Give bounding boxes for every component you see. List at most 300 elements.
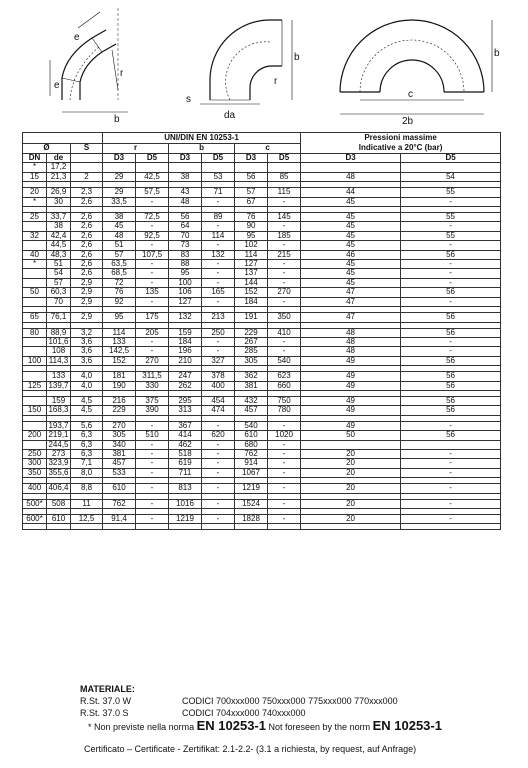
table-cell: 270 — [136, 356, 169, 365]
table-cell: 88,9 — [47, 328, 71, 337]
table-cell — [23, 337, 47, 346]
table-cell: 4,0 — [71, 372, 103, 381]
table-cell: 49 — [301, 396, 401, 405]
table-cell: 127 — [235, 260, 268, 269]
table-cell: 159 — [169, 328, 202, 337]
table-cell — [23, 440, 47, 449]
table-cell: 150 — [23, 406, 47, 415]
fig1-label-e-top: e — [74, 32, 80, 43]
table-cell: 44 — [301, 188, 401, 197]
table-cell: 17,2 — [47, 163, 71, 172]
table-cell: 508 — [47, 499, 71, 508]
table-cell: 76,1 — [47, 313, 71, 322]
table-cell: * — [23, 260, 47, 269]
table-cell: * — [23, 197, 47, 206]
table-cell: - — [136, 347, 169, 356]
table-cell: - — [401, 222, 501, 231]
fig2-label-da: da — [224, 110, 236, 121]
table-cell: 107,5 — [136, 250, 169, 259]
material-2: R.St. 37.0 S — [80, 708, 129, 718]
table-cell: - — [268, 269, 301, 278]
table-cell: 4,5 — [71, 396, 103, 405]
table-cell: 47 — [301, 297, 401, 306]
table-cell: 152 — [235, 288, 268, 297]
table-cell — [235, 524, 268, 530]
table-cell: 285 — [235, 347, 268, 356]
table-cell: 191 — [235, 313, 268, 322]
table-cell: 60,3 — [47, 288, 71, 297]
table-cell: 33,5 — [103, 197, 136, 206]
table-cell: - — [202, 421, 235, 430]
table-cell: 92,5 — [136, 231, 169, 240]
table-cell: 267 — [235, 337, 268, 346]
table-cell: - — [268, 459, 301, 468]
table-cell: 48 — [169, 197, 202, 206]
table-cell: 55 — [401, 188, 501, 197]
table-row — [23, 241, 501, 250]
table-cell: 229 — [103, 406, 136, 415]
table-cell: - — [268, 197, 301, 206]
elbow-diagrams — [0, 0, 528, 128]
table-cell: 114 — [202, 231, 235, 240]
table-cell: 63,5 — [103, 260, 136, 269]
table-cell: 45 — [301, 260, 401, 269]
table-cell: 135 — [136, 288, 169, 297]
subheader-p-d3: D3 — [301, 154, 401, 163]
table-cell: 29 — [103, 172, 136, 181]
subheader-de: de — [47, 154, 71, 163]
table-cell: 2,6 — [71, 260, 103, 269]
table-cell: 45 — [301, 222, 401, 231]
table-cell: 50 — [301, 431, 401, 440]
table-row — [23, 250, 501, 259]
table-cell: 400 — [23, 484, 47, 493]
table-row — [23, 459, 501, 468]
table-cell: - — [268, 499, 301, 508]
table-cell: 56 — [401, 406, 501, 415]
table-cell: 47 — [301, 313, 401, 322]
table-cell: - — [136, 484, 169, 493]
table-cell: - — [401, 468, 501, 477]
table-cell — [103, 524, 136, 530]
table-cell: 350 — [268, 313, 301, 322]
table-cell: 518 — [169, 449, 202, 458]
table-cell — [71, 524, 103, 530]
table-row — [23, 440, 501, 449]
table-cell: 142,5 — [103, 347, 136, 356]
table-cell: 711 — [169, 468, 202, 477]
header-diameter: Ø — [23, 143, 71, 154]
certificate-line: Certificato – Certificate - Zertifikat: 2.1-2.2- (3.1 a richiesta, by request, auf Anfrage) — [84, 744, 417, 754]
table-cell: - — [401, 197, 501, 206]
table-cell: - — [136, 241, 169, 250]
table-cell: 30 — [47, 197, 71, 206]
table-cell: 610 — [235, 431, 268, 440]
table-cell: 53 — [202, 172, 235, 181]
table-cell — [136, 163, 169, 172]
table-cell: 72,5 — [136, 213, 169, 222]
table-cell: 270 — [268, 288, 301, 297]
table-cell: - — [202, 222, 235, 231]
table-cell: 305 — [103, 431, 136, 440]
table-row — [23, 297, 501, 306]
table-cell — [301, 524, 401, 530]
table-cell: - — [202, 484, 235, 493]
table-cell — [103, 163, 136, 172]
table-cell: 95 — [169, 269, 202, 278]
table-cell: 300 — [23, 459, 47, 468]
table-cell: - — [202, 197, 235, 206]
table-cell: 48 — [301, 328, 401, 337]
table-cell: - — [136, 440, 169, 449]
table-cell: 20 — [301, 449, 401, 458]
table-cell: 2,9 — [71, 313, 103, 322]
table-cell: - — [136, 337, 169, 346]
fig2-label-b: b — [294, 52, 300, 63]
table-cell: 457 — [103, 459, 136, 468]
table-cell — [23, 524, 47, 530]
table-cell: - — [401, 421, 501, 430]
table-cell: - — [136, 197, 169, 206]
footnote-star: * — [88, 722, 92, 732]
table-cell: - — [268, 484, 301, 493]
table-cell: 400 — [202, 381, 235, 390]
table-cell: 70 — [169, 231, 202, 240]
table-row — [23, 449, 501, 458]
table-cell: 54 — [47, 269, 71, 278]
table-cell: - — [268, 515, 301, 524]
footnote-it: Non previste nella norma — [94, 722, 195, 732]
subheader-c-d3: D3 — [235, 154, 268, 163]
table-cell: 200 — [23, 431, 47, 440]
table-cell: 56 — [401, 431, 501, 440]
table-cell: 2,6 — [71, 213, 103, 222]
table-cell: - — [136, 222, 169, 231]
table-row — [23, 468, 501, 477]
table-row — [23, 278, 501, 287]
table-cell: 25 — [23, 213, 47, 222]
table-row — [23, 313, 501, 322]
table-cell: 462 — [169, 440, 202, 449]
table-cell: 813 — [169, 484, 202, 493]
table-cell: 57 — [103, 250, 136, 259]
table-cell: 205 — [136, 328, 169, 337]
table-cell: 7,1 — [71, 459, 103, 468]
table-cell — [268, 163, 301, 172]
fig3-label-b: b — [494, 48, 500, 59]
table-cell: 56 — [401, 372, 501, 381]
table-cell: 26,9 — [47, 188, 71, 197]
table-cell — [202, 163, 235, 172]
table-cell: - — [268, 440, 301, 449]
table-cell: 57 — [47, 278, 71, 287]
table-cell — [23, 241, 47, 250]
table-cell: - — [202, 499, 235, 508]
table-cell: 247 — [169, 372, 202, 381]
table-cell: 406,4 — [48, 483, 69, 493]
table-cell — [23, 278, 47, 287]
table-cell: 185 — [268, 231, 301, 240]
table-cell: 133 — [103, 337, 136, 346]
table-cell: 2,9 — [71, 288, 103, 297]
table-cell: 32 — [23, 231, 47, 240]
table-cell: 3,6 — [71, 337, 103, 346]
table-cell: 38 — [169, 172, 202, 181]
table-row — [23, 328, 501, 337]
table-cell: 414 — [169, 431, 202, 440]
table-cell — [23, 297, 47, 306]
table-cell: 196 — [169, 347, 202, 356]
table-cell: 57 — [235, 188, 268, 197]
table-cell: 42,5 — [136, 172, 169, 181]
table-cell: - — [202, 337, 235, 346]
table-cell — [169, 163, 202, 172]
table-cell: 127 — [169, 297, 202, 306]
table-row — [23, 260, 501, 269]
table-row — [23, 372, 501, 381]
table-cell: 215 — [268, 250, 301, 259]
table-cell: - — [202, 459, 235, 468]
table-cell: - — [136, 468, 169, 477]
table-cell: 42,4 — [47, 231, 71, 240]
table-cell: 340 — [103, 440, 136, 449]
table-cell: 50 — [23, 288, 47, 297]
table-cell: - — [401, 337, 501, 346]
table-cell: - — [401, 449, 501, 458]
table-cell: 40 — [23, 250, 47, 259]
fig2-label-r: r — [274, 76, 278, 87]
table-cell: 175 — [136, 313, 169, 322]
table-cell: - — [202, 468, 235, 477]
table-cell: 49 — [301, 372, 401, 381]
table-cell: 619 — [169, 459, 202, 468]
table-cell: 3,6 — [71, 356, 103, 365]
table-cell: 2,6 — [71, 197, 103, 206]
table-cell — [401, 524, 501, 530]
table-cell: 6,3 — [71, 440, 103, 449]
table-cell: 4,0 — [71, 381, 103, 390]
subheader-r-d5: D5 — [136, 154, 169, 163]
table-row — [23, 431, 501, 440]
table-cell: 914 — [235, 459, 268, 468]
table-cell — [23, 372, 47, 381]
table-row — [23, 231, 501, 240]
table-cell: 132 — [169, 313, 202, 322]
table-cell: 181 — [103, 372, 136, 381]
table-cell: 2 — [71, 172, 103, 181]
table-cell: 381 — [103, 449, 136, 458]
table-cell: - — [202, 241, 235, 250]
fig3-label-c: c — [408, 89, 413, 100]
table-cell: 45 — [301, 278, 401, 287]
table-cell: - — [202, 440, 235, 449]
table-cell: - — [401, 269, 501, 278]
subheader-c-d5: D5 — [268, 154, 301, 163]
table-cell: 2,6 — [71, 269, 103, 278]
header-thickness: S — [71, 143, 103, 154]
table-cell: 244,5 — [48, 440, 69, 449]
table-cell: 76 — [235, 213, 268, 222]
table-cell: 216 — [103, 396, 136, 405]
table-cell: 2,6 — [71, 231, 103, 240]
table-cell: 193,7 — [48, 421, 69, 430]
table-cell: 474 — [202, 406, 235, 415]
table-cell: 20 — [301, 484, 401, 493]
table-cell: 311,5 — [136, 372, 169, 381]
table-cell: - — [202, 269, 235, 278]
table-cell: - — [401, 297, 501, 306]
table-row — [23, 337, 501, 346]
material-2-codes: CODICI 704xxx000 740xxx000 — [182, 708, 306, 718]
subheader-r-d3: D3 — [103, 154, 136, 163]
table-cell: 762 — [103, 499, 136, 508]
table-cell: 48 — [103, 231, 136, 240]
table-cell: 20 — [23, 188, 47, 197]
table-cell: 15 — [23, 172, 47, 181]
table-cell: 44,5 — [47, 241, 71, 250]
footnote — [88, 718, 442, 733]
table-row — [23, 381, 501, 390]
table-cell: 46 — [301, 250, 401, 259]
elbow-45-figure — [50, 8, 128, 112]
table-cell: 95 — [103, 313, 136, 322]
material-1-codes: CODICI 700xxx000 750xxx000 775xxx000 770xxx000 — [182, 696, 398, 706]
table-cell: 51 — [103, 241, 136, 250]
table-cell: - — [401, 347, 501, 356]
table-cell: 660 — [268, 381, 301, 390]
table-cell: 1219 — [169, 515, 202, 524]
table-cell: - — [401, 278, 501, 287]
table-cell: 101,6 — [48, 337, 69, 346]
table-cell: 56 — [401, 328, 501, 337]
table-cell: 378 — [202, 372, 235, 381]
table-row — [23, 172, 501, 181]
table-cell: 85 — [268, 172, 301, 181]
table-cell: 350 — [23, 468, 47, 477]
table-row — [23, 197, 501, 206]
table-cell: 323,9 — [48, 458, 69, 468]
table-cell — [401, 440, 501, 449]
table-cell: 20 — [301, 499, 401, 508]
fig3-label-2b: 2b — [402, 116, 414, 127]
table-cell: 76 — [103, 288, 136, 297]
table-cell: - — [401, 241, 501, 250]
subheader-b-d3: D3 — [169, 154, 202, 163]
table-cell: 327 — [202, 356, 235, 365]
table-cell: - — [202, 449, 235, 458]
table-cell: 510 — [136, 431, 169, 440]
table-cell: 432 — [235, 396, 268, 405]
table-cell — [401, 163, 501, 172]
table-row — [23, 484, 501, 493]
table-cell: 115 — [268, 188, 301, 197]
table-cell: - — [202, 260, 235, 269]
table-cell: - — [401, 484, 501, 493]
table-cell — [169, 524, 202, 530]
table-cell: 457 — [235, 406, 268, 415]
table-cell: - — [268, 260, 301, 269]
table-cell: 250 — [23, 449, 47, 458]
table-cell: 45 — [301, 197, 401, 206]
table-cell: 45 — [301, 231, 401, 240]
table-cell — [23, 347, 47, 356]
table-cell: 20 — [301, 468, 401, 477]
footnote-norm-1: EN 10253-1 — [196, 718, 266, 733]
table-cell: 454 — [202, 396, 235, 405]
table-cell: 2,6 — [71, 250, 103, 259]
table-cell: 152 — [103, 356, 136, 365]
table-cell: 184 — [169, 337, 202, 346]
table-cell: 165 — [202, 288, 235, 297]
table-cell: 73 — [169, 241, 202, 250]
table-cell: - — [136, 278, 169, 287]
footnote-norm-2: EN 10253-1 — [372, 718, 442, 733]
table-cell: 750 — [268, 396, 301, 405]
table-cell: 295 — [169, 396, 202, 405]
table-cell: 2,3 — [71, 188, 103, 197]
table-cell: - — [136, 449, 169, 458]
table-cell: 48 — [301, 347, 401, 356]
table-cell: 139,7 — [48, 381, 69, 390]
table-cell — [301, 440, 401, 449]
footnote-en: Not foreseen by the norm — [268, 722, 371, 732]
table-cell — [47, 524, 71, 530]
table-cell: 159 — [47, 396, 71, 405]
table-cell: 70 — [47, 297, 71, 306]
subheader-p-d5: D5 — [401, 154, 501, 163]
table-cell: 45 — [301, 213, 401, 222]
table-cell: 145 — [268, 213, 301, 222]
table-title: UNI/DIN EN 10253-1 — [103, 133, 301, 144]
table-cell: 65 — [23, 313, 47, 322]
table-cell — [202, 524, 235, 530]
table-row — [23, 222, 501, 231]
table-row — [23, 269, 501, 278]
table-cell: 305 — [235, 356, 268, 365]
table-cell: 219,1 — [48, 430, 69, 440]
table-cell: 610 — [47, 515, 71, 524]
table-cell: 137 — [235, 269, 268, 278]
table-row — [23, 188, 501, 197]
table-cell — [23, 269, 47, 278]
pressure-subtitle: Indicative a 20°C (bar) — [358, 143, 443, 152]
material-1: R.St. 37.0 W — [80, 696, 132, 706]
header-c: c — [235, 143, 301, 154]
table-cell: - — [136, 297, 169, 306]
table-cell: 102 — [235, 241, 268, 250]
table-cell: 88 — [169, 260, 202, 269]
table-cell: 48 — [301, 172, 401, 181]
table-cell: 64 — [169, 222, 202, 231]
table-cell: 190 — [103, 381, 136, 390]
subheader-b-d5: D5 — [202, 154, 235, 163]
table-cell — [71, 163, 103, 172]
table-cell — [235, 163, 268, 172]
table-cell: - — [136, 260, 169, 269]
table-cell: 780 — [268, 406, 301, 415]
table-cell: - — [401, 260, 501, 269]
fig2-label-s: s — [186, 94, 191, 105]
table-cell: 71 — [202, 188, 235, 197]
table-cell: 6,3 — [71, 431, 103, 440]
materials-label: MATERIALE: — [80, 684, 135, 694]
table-cell: 20 — [301, 459, 401, 468]
subheader-dn: DN — [23, 154, 47, 163]
table-cell: - — [401, 499, 501, 508]
table-cell: 3,6 — [71, 347, 103, 356]
table-cell: 362 — [235, 372, 268, 381]
table-cell: - — [202, 278, 235, 287]
